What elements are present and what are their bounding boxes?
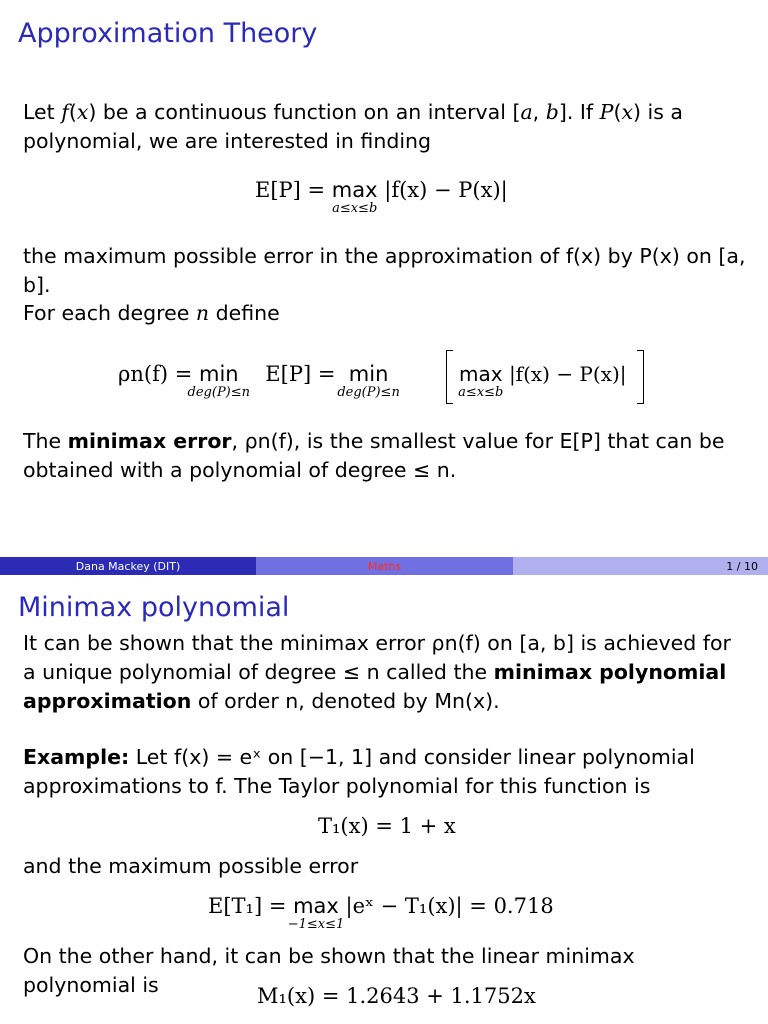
max-operator: max a≤x≤b — [331, 178, 378, 216]
slide2-minimax-statement: On the other hand, it can be shown that the linear minimax polynomial is — [23, 944, 635, 997]
slide1-degree-define: For each degree n define — [23, 301, 280, 325]
footer-author: Dana Mackey (DIT) — [0, 557, 256, 575]
slide1-minimax-equation: ρn(f) = min deg(P)≤n E[P] = min deg(P)≤n — [118, 362, 400, 400]
max-operator-2: max −1≤x≤1 — [287, 894, 345, 932]
slide2-example-paragraph: Example: Let f(x) = eˣ on [−1, 1] and consider linear polynomial approximations to f. The Taylor polynomial for this function is — [23, 745, 695, 798]
slide2-taylor-equation: T₁(x) = 1 + x — [318, 814, 456, 838]
slide1-title: Approximation Theory — [18, 18, 318, 49]
footer-page-number: 1 / 10 — [513, 557, 768, 575]
slide2-minimax-equation: M₁(x) = 1.2643 + 1.1752x — [257, 984, 536, 1008]
slide1-error-description: the maximum possible error in the approximation of f(x) by P(x) on [a, b]. — [23, 244, 746, 297]
min-operator: min deg(P)≤n — [187, 362, 251, 400]
footer-subject: Maths — [256, 557, 513, 575]
slide2-error-label: and the maximum possible error — [23, 854, 359, 878]
slide1-error-equation: E[P] = max a≤x≤b |f(x) − P(x)| — [255, 178, 508, 216]
slide-footer — [0, 557, 768, 575]
min-operator-2: min deg(P)≤n — [337, 362, 400, 400]
slide1-intro-paragraph: Let f(x) be a continuous function on an interval [a, b]. If P(x) is a polynomial, we are interested in finding — [23, 100, 683, 153]
slide1-minimax-definition: The minimax error, ρn(f), is the smallest value for E[P] that can be obtained with a polynomial of degree ≤ n. — [23, 429, 725, 482]
max-operator-inner: max a≤x≤b — [458, 362, 504, 400]
slide2-error-equation: E[T₁] = max −1≤x≤1 |eˣ − T₁(x)| = 0.718 — [208, 894, 554, 932]
slide2-intro-paragraph: It can be shown that the minimax error ρn(f) on [a, b] is achieved for a unique polynomial of degree ≤ n called the minimax polynomial approximation of order n, denoted by Mn(x). — [23, 631, 731, 713]
slide1-bracket: max a≤x≤b |f(x) − P(x)| — [446, 350, 644, 404]
slide2-title: Minimax polynomial — [18, 592, 290, 623]
